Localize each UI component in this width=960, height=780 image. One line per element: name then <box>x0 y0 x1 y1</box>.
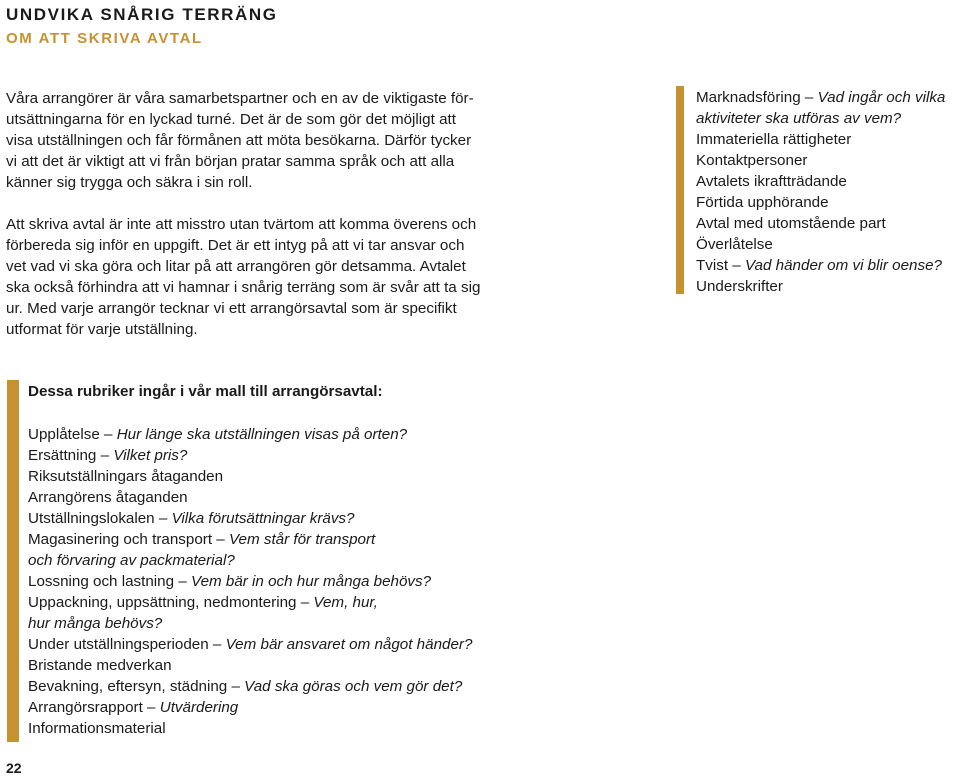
list-item <box>28 508 472 529</box>
contract-headings-box <box>0 380 520 742</box>
sidebar-topic-list <box>676 86 960 294</box>
item-question: Utvärdering <box>159 699 239 716</box>
dash: – <box>100 447 110 464</box>
list-item <box>28 424 472 445</box>
box-heading: Dessa rubriker ingår i vår mall till arrangörsavtal: <box>28 383 383 400</box>
text-line: vi att det är viktigt att vi från början pratar samma språk och att alla <box>6 153 455 170</box>
page-title: UNDVIKA SNÅRIG TERRÄNG <box>6 5 278 24</box>
item-question-continuation: aktiviteter ska utföras av vem? <box>696 110 902 127</box>
item-question: Vem står för transport <box>228 531 376 548</box>
item-label: Marknadsföring <box>696 89 801 106</box>
text-line: Att skriva avtal är inte att misstro utan tvärtom att komma överens och <box>6 216 477 233</box>
list-item <box>28 592 472 634</box>
item-label: Arrangörens åtaganden <box>28 489 188 506</box>
text-line: utsättningarna för en lyckad turné. Det är de som gör det möjligt att <box>6 111 456 128</box>
item-label: Lossning och lastning <box>28 573 175 590</box>
dash: – <box>212 636 222 653</box>
text-line: känner sig trygga och säkra i sin roll. <box>6 174 253 191</box>
item-label: Avtalets ikraftträdande <box>696 173 847 190</box>
accent-bar <box>7 380 19 742</box>
item-question: Vilket pris? <box>113 447 188 464</box>
dash: – <box>104 426 113 443</box>
text-line: utformat för varje utställning. <box>6 321 198 338</box>
item-label: Ersättning <box>28 447 97 464</box>
item-label: Överlåtelse <box>696 236 773 253</box>
list-item <box>28 655 472 676</box>
text-line: ur. Med varje arrangör tecknar vi ett arrangörsavtal som är specifikt <box>6 300 457 317</box>
item-question: Vem bär in och hur många behövs? <box>191 573 432 590</box>
item-label: Riksutställningars åtaganden <box>28 468 224 485</box>
dash: – <box>158 510 168 527</box>
list-item <box>28 718 472 739</box>
text-line: ska också förhindra att vi hamnar i snårig terräng som är svår att ta sig <box>6 279 481 296</box>
item-label: Kontaktpersoner <box>696 152 808 169</box>
list-item <box>28 445 472 466</box>
list-item <box>696 129 945 150</box>
list-item <box>28 697 472 718</box>
body-text <box>6 88 504 361</box>
list-item <box>696 192 945 213</box>
item-label: Bevakning, eftersyn, städning <box>28 678 228 695</box>
accent-bar <box>676 86 684 294</box>
text-line: förbereda sig inför en uppgift. Det är ett intyg på att vi tar ansvar och <box>6 237 465 254</box>
item-question-continuation: och förvaring av packmaterial? <box>28 552 235 569</box>
item-label: Uppackning, uppsättning, nedmontering <box>28 594 297 611</box>
page-subtitle: OM ATT SKRIVA AVTAL <box>6 30 203 47</box>
item-label: Upplåtelse <box>28 426 100 443</box>
item-question: Vad händer om vi blir oense? <box>744 257 942 274</box>
list-item <box>696 150 945 171</box>
item-label: Förtida upphörande <box>696 194 829 211</box>
list-item <box>696 171 945 192</box>
list-item <box>28 487 472 508</box>
list-item <box>28 571 472 592</box>
text-line: Våra arrangörer är våra samarbetspartner och en av de viktigaste för- <box>6 90 474 107</box>
list-item <box>696 213 945 234</box>
page-number: 22 <box>6 760 22 776</box>
item-question: Vilka förutsättningar krävs? <box>171 510 355 527</box>
item-question: Vem bär ansvaret om något händer? <box>225 636 473 653</box>
dash: – <box>147 699 156 716</box>
item-label: Avtal med utomstående part <box>696 215 886 232</box>
dash: – <box>178 573 187 590</box>
item-label: Arrangörsrapport <box>28 699 143 716</box>
item-label: Underskrifter <box>696 278 783 295</box>
item-label: Utställningslokalen <box>28 510 155 527</box>
list-item <box>28 634 472 655</box>
item-label: Immateriella rättigheter <box>696 131 852 148</box>
list-item <box>28 676 472 697</box>
list-item <box>696 234 945 255</box>
dash: – <box>231 678 240 695</box>
contract-headings-list <box>28 424 472 739</box>
text-line: vet vad vi ska göra och litar på att arrangören gör detsamma. Avtalet <box>6 258 466 275</box>
list-item <box>696 255 945 276</box>
item-label: Magasinering och transport <box>28 531 213 548</box>
sidebar-items <box>696 87 945 297</box>
item-label: Informationsmaterial <box>28 720 166 737</box>
item-question: Vad ingår och vilka <box>817 89 946 106</box>
page-header <box>6 4 278 50</box>
item-question: Vad ska göras och vem gör det? <box>244 678 463 695</box>
paragraph-2 <box>6 214 504 340</box>
item-label: Bristande medverkan <box>28 657 172 674</box>
dash: – <box>216 531 225 548</box>
list-item <box>696 276 945 297</box>
item-label: Under utställningsperioden <box>28 636 209 653</box>
item-label: Tvist <box>696 257 729 274</box>
list-item <box>28 529 472 571</box>
item-question-continuation: hur många behövs? <box>28 615 163 632</box>
item-question: Hur länge ska utställningen visas på orten? <box>116 426 408 443</box>
list-item <box>28 466 472 487</box>
item-question: Vem, hur, <box>313 594 378 611</box>
paragraph-1 <box>6 88 504 193</box>
list-item <box>696 87 945 129</box>
text-line: visa utställningen och får förmånen att möta besökarna. Därför tycker <box>6 132 472 149</box>
dash: – <box>300 594 310 611</box>
dash: – <box>804 89 814 106</box>
dash: – <box>732 257 741 274</box>
